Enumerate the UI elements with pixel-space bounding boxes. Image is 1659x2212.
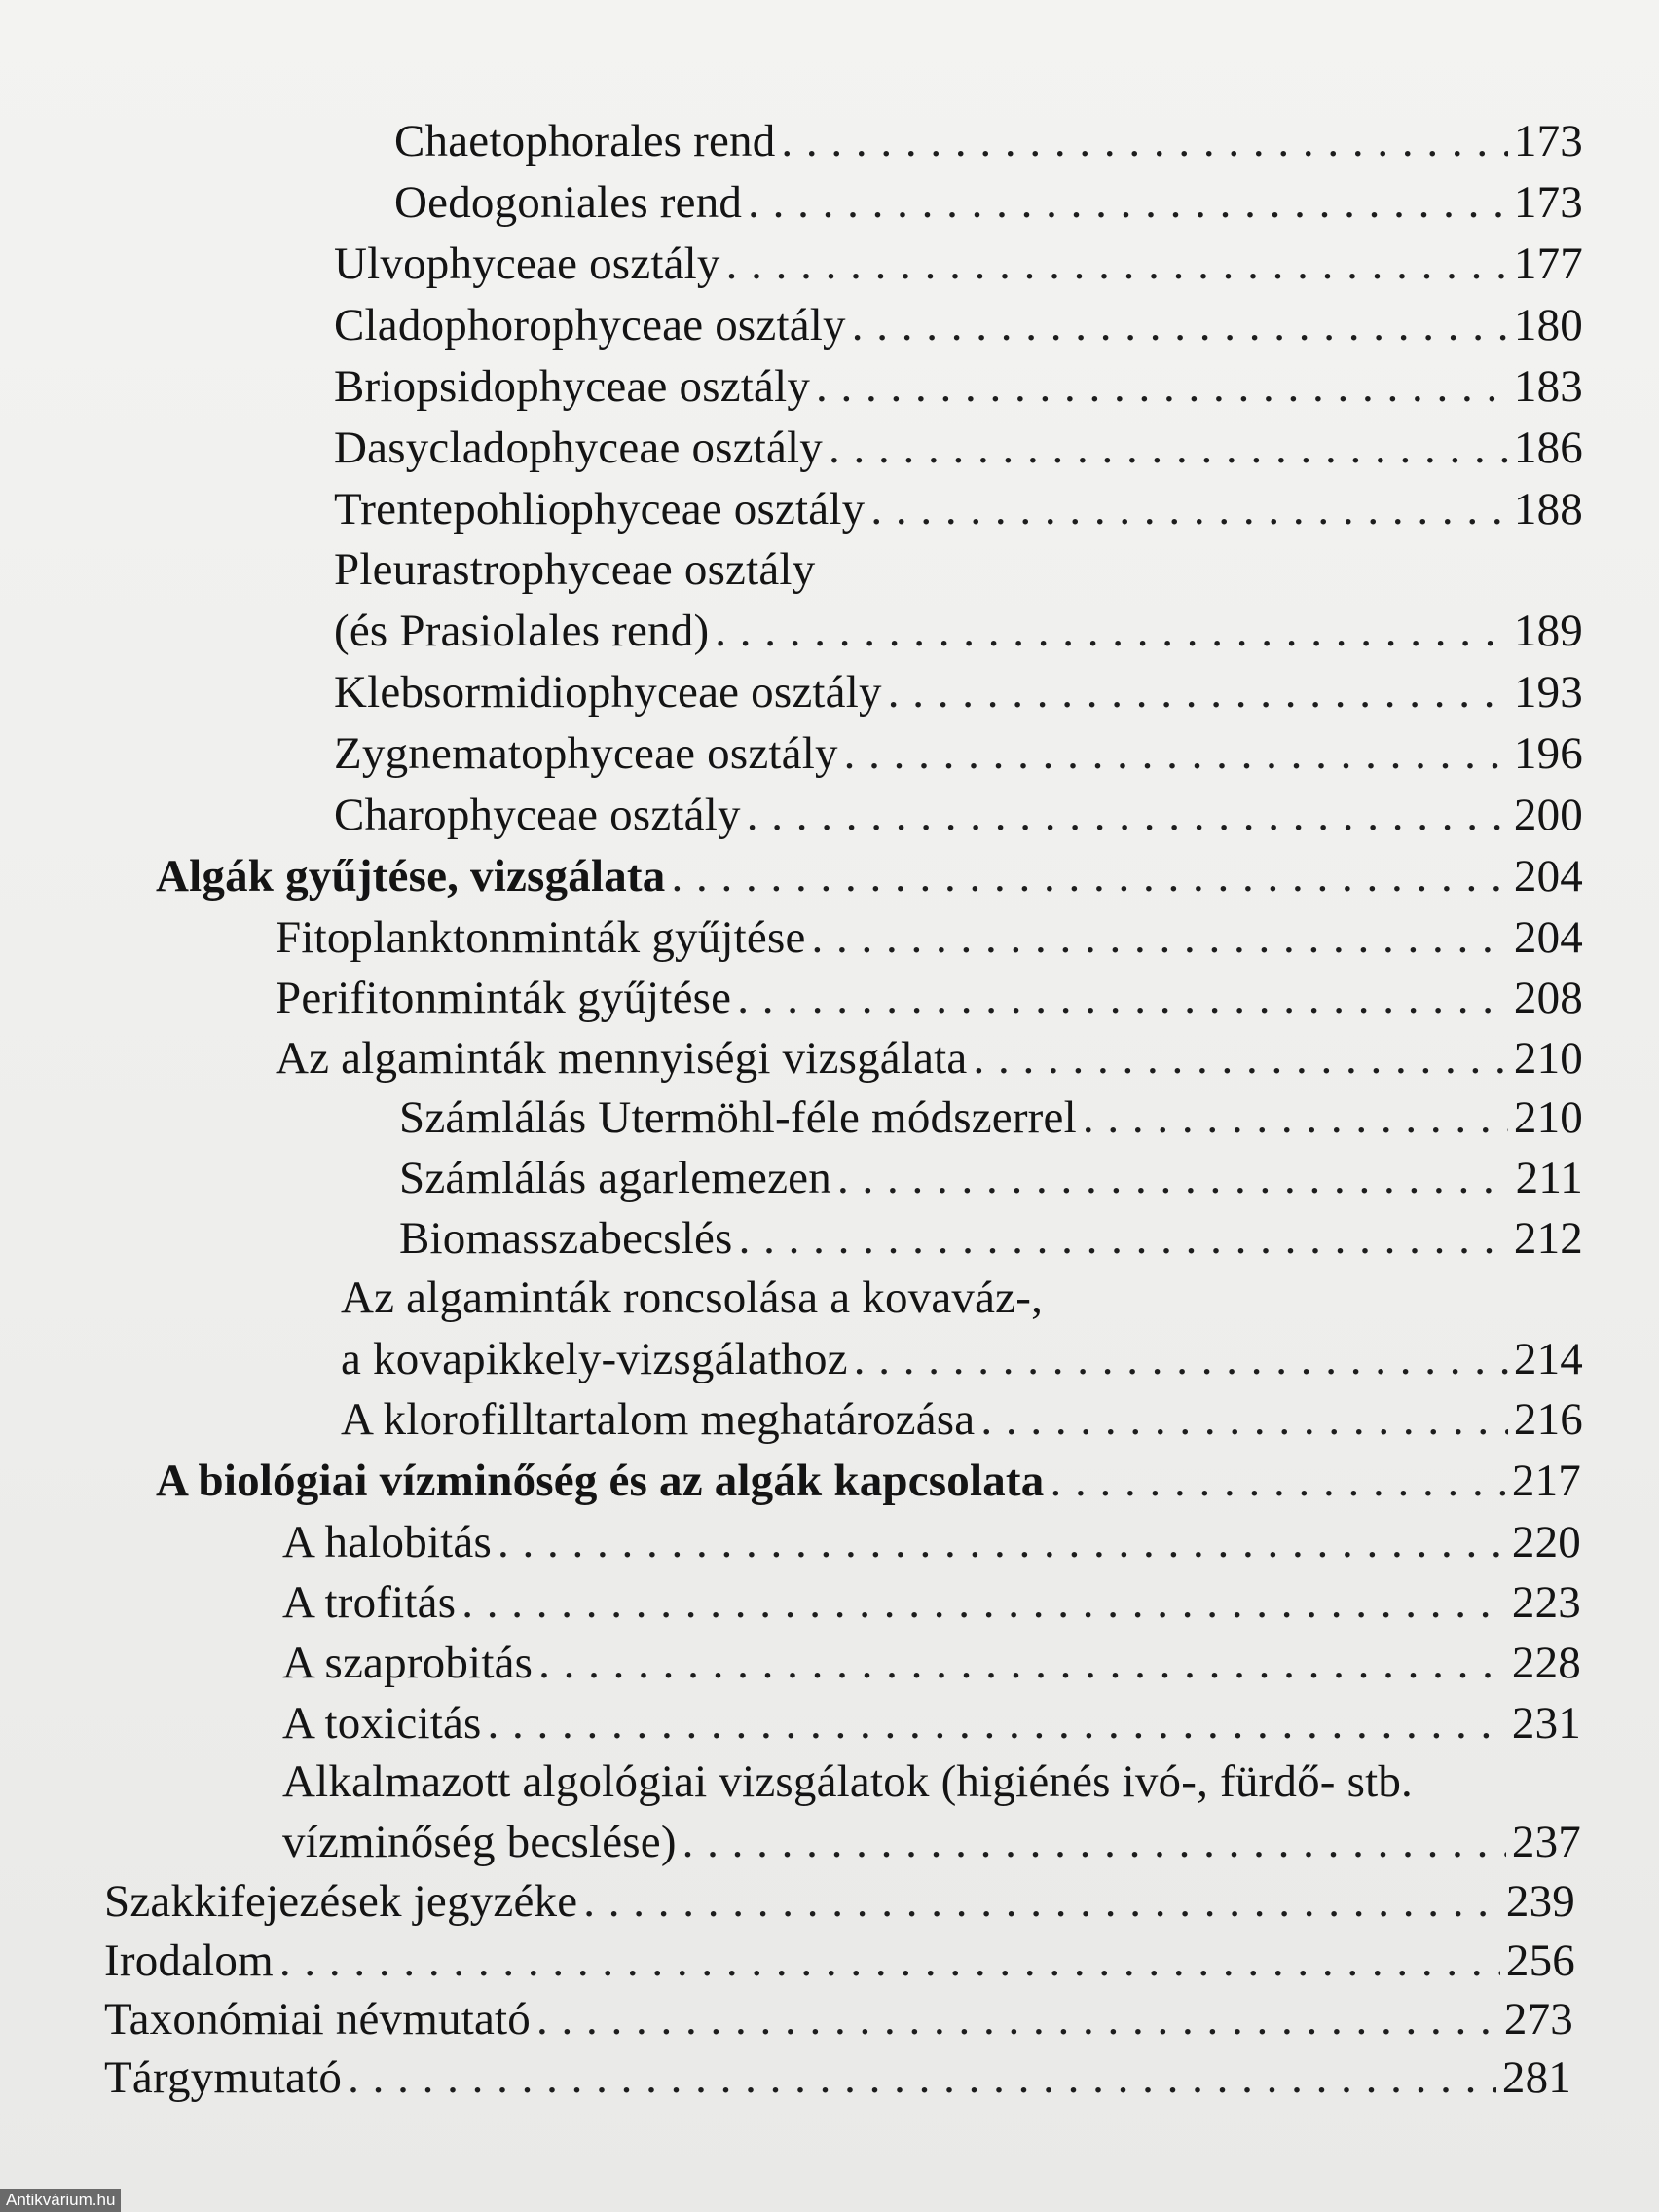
toc-entry xyxy=(399,1211,1583,1266)
toc-entry-title: Irodalom xyxy=(104,1936,274,1986)
toc-entry xyxy=(399,1090,1583,1145)
toc-dot-leader xyxy=(348,2050,1496,2105)
toc-entry xyxy=(282,1696,1581,1751)
toc-entry-title: Algák gyűjtése, vizsgálata xyxy=(156,851,666,902)
toc-entry-page: 273 xyxy=(1503,1994,1573,2045)
toc-dot-leader xyxy=(844,726,1508,781)
toc-dot-leader xyxy=(739,1211,1508,1266)
toc-entry-page: 228 xyxy=(1511,1638,1581,1688)
toc-entry-page: 186 xyxy=(1513,423,1583,473)
toc-entry-page: 214 xyxy=(1513,1334,1583,1384)
toc-entry xyxy=(334,788,1583,842)
toc-entry xyxy=(334,665,1583,719)
toc-entry xyxy=(334,359,1583,414)
toc-entry-title: Klebsormidiophyceae osztály xyxy=(334,667,882,718)
toc-entry-page: 189 xyxy=(1513,606,1583,656)
toc-entry xyxy=(276,910,1583,965)
toc-entry-title: Cladophorophyceae osztály xyxy=(334,300,846,350)
toc-entry xyxy=(104,2050,1571,2105)
toc-entry-title: Trentepohliophyceae osztály xyxy=(334,484,866,535)
toc-entry xyxy=(341,1332,1583,1386)
toc-entry-title: A szaprobitás xyxy=(282,1638,534,1688)
toc-entry-title: Ulvophyceae osztály xyxy=(334,239,720,289)
toc-entry-title-line1: Pleurastrophyceae osztály xyxy=(334,544,816,595)
toc-entry-page: 208 xyxy=(1513,973,1583,1023)
toc-entry-page: 204 xyxy=(1513,912,1583,963)
toc-dot-leader xyxy=(973,1031,1507,1086)
toc-dot-leader xyxy=(498,1515,1506,1569)
toc-entry-page: 211 xyxy=(1515,1153,1583,1203)
toc-entry-page: 196 xyxy=(1513,728,1583,779)
toc-dot-leader xyxy=(488,1696,1506,1751)
toc-entry-page: 188 xyxy=(1513,484,1583,535)
toc-dot-leader xyxy=(583,1874,1500,1929)
toc-entry-page: 212 xyxy=(1513,1213,1583,1264)
toc-dot-leader xyxy=(538,1636,1506,1690)
toc-entry xyxy=(334,237,1583,291)
toc-entry-title-line2: vízminőség becslése) xyxy=(282,1817,677,1867)
toc-dot-leader xyxy=(1051,1454,1506,1508)
toc-entry-page: 256 xyxy=(1505,1936,1575,1986)
toc-entry-title: A trofitás xyxy=(282,1577,457,1628)
toc-dot-leader xyxy=(1083,1090,1508,1145)
toc-dot-leader xyxy=(536,1992,1498,2046)
toc-entry xyxy=(104,1874,1575,1929)
toc-entry xyxy=(399,1151,1583,1205)
toc-dot-leader xyxy=(829,421,1508,475)
toc-entry xyxy=(394,175,1583,230)
toc-entry xyxy=(334,421,1583,475)
toc-entry-title: A halobitás xyxy=(282,1517,492,1567)
toc-entry-page: 177 xyxy=(1513,239,1583,289)
toc-entry-title: Szakkifejezések jegyzéke xyxy=(104,1876,578,1927)
toc-entry-page: 200 xyxy=(1513,790,1583,840)
toc-dot-leader xyxy=(980,1392,1508,1447)
toc-section-entry xyxy=(156,1454,1581,1508)
toc-dot-leader xyxy=(671,849,1507,903)
toc-dot-leader xyxy=(852,298,1508,352)
toc-entry-title: Perifitonminták gyűjtése xyxy=(276,973,732,1023)
toc-entry xyxy=(341,1392,1583,1447)
toc-entry-page: 220 xyxy=(1511,1517,1581,1567)
toc-entry-title: Számlálás Utermöhl-féle módszerrel xyxy=(399,1092,1077,1143)
toc-entry-title: Dasycladophyceae osztály xyxy=(334,423,823,473)
toc-entry xyxy=(282,1575,1581,1630)
toc-entry-title: A klorofilltartalom meghatározása xyxy=(341,1394,976,1445)
toc-entry-page: 216 xyxy=(1513,1394,1583,1445)
toc-entry xyxy=(334,726,1583,781)
toc-entry-page: 173 xyxy=(1513,177,1583,228)
toc-entry-page: 193 xyxy=(1513,667,1583,718)
toc-entry-title: Zygnematophyceae osztály xyxy=(334,728,838,779)
toc-entry-title: Taxonómiai névmutató xyxy=(104,1994,531,2045)
toc-dot-leader xyxy=(812,910,1508,965)
toc-entry xyxy=(334,298,1583,352)
toc-entry-title: Briopsidophyceae osztály xyxy=(334,361,811,412)
toc-dot-leader xyxy=(715,604,1508,658)
toc-dot-leader xyxy=(279,1934,1500,1988)
toc-entry xyxy=(282,1515,1581,1569)
toc-entry-page: 210 xyxy=(1513,1033,1583,1084)
toc-section-entry xyxy=(156,849,1583,903)
toc-dot-leader xyxy=(737,971,1508,1025)
toc-entry xyxy=(276,971,1583,1025)
toc-entry xyxy=(334,482,1583,536)
toc-entry xyxy=(104,1934,1575,1988)
toc-entry-title: Biomasszabecslés xyxy=(399,1213,733,1264)
toc-entry-page: 223 xyxy=(1511,1577,1581,1628)
toc-entry xyxy=(104,1992,1573,2046)
toc-entry-title-line2: a kovapikkely-vizsgálathoz xyxy=(341,1334,848,1384)
toc-entry-title: Chaetophorales rend xyxy=(394,116,776,166)
toc-entry-title: Fitoplanktonminták gyűjtése xyxy=(276,912,806,963)
toc-dot-leader xyxy=(837,1151,1510,1205)
watermark-label: Antikvárium.hu xyxy=(0,2189,121,2212)
toc-dot-leader xyxy=(748,175,1508,230)
toc-entry xyxy=(282,1815,1581,1869)
toc-dot-leader xyxy=(888,665,1508,719)
toc-entry-title: Oedogoniales rend xyxy=(394,177,743,228)
toc-entry-page: 239 xyxy=(1505,1876,1575,1927)
toc-dot-leader xyxy=(781,114,1507,168)
toc-entry-title: A toxicitás xyxy=(282,1698,482,1749)
toc-entry-title-line1: Alkalmazott algológiai vizsgálatok (higiénés ivó-, fürdő- stb. xyxy=(282,1756,1414,1807)
toc-entry-title: Számlálás agarlemezen xyxy=(399,1153,831,1203)
toc-entry xyxy=(276,1031,1583,1086)
toc-entry-page: 180 xyxy=(1513,300,1583,350)
toc-entry-page: 183 xyxy=(1513,361,1583,412)
toc-entry xyxy=(282,1636,1581,1690)
toc-entry-page: 231 xyxy=(1511,1698,1581,1749)
toc-entry-title-line2: (és Prasiolales rend) xyxy=(334,606,710,656)
toc-entry-page: 281 xyxy=(1501,2052,1571,2103)
toc-dot-leader xyxy=(726,237,1508,291)
toc-entry-page: 217 xyxy=(1511,1456,1581,1506)
toc-entry-page: 210 xyxy=(1513,1092,1583,1143)
toc-dot-leader xyxy=(747,788,1508,842)
toc-entry xyxy=(394,114,1583,168)
toc-entry-title: Tárgymutató xyxy=(104,2052,343,2103)
toc-entry-title: A biológiai vízminőség és az algák kapcsolata xyxy=(156,1456,1045,1506)
toc-entry xyxy=(334,604,1583,658)
toc-dot-leader xyxy=(461,1575,1506,1630)
toc-entry-page: 237 xyxy=(1511,1817,1581,1867)
toc-dot-leader xyxy=(682,1815,1506,1869)
toc-entry-page: 173 xyxy=(1513,116,1583,166)
toc-dot-leader xyxy=(870,482,1508,536)
toc-dot-leader xyxy=(816,359,1508,414)
toc-entry-title: Charophyceae osztály xyxy=(334,790,741,840)
toc-dot-leader xyxy=(854,1332,1508,1386)
toc-entry-page: 204 xyxy=(1513,851,1583,902)
toc-entry-title-line1: Az algaminták roncsolása a kovaváz-, xyxy=(341,1272,1044,1323)
toc-entry-title: Az algaminták mennyiségi vizsgálata xyxy=(276,1033,968,1084)
